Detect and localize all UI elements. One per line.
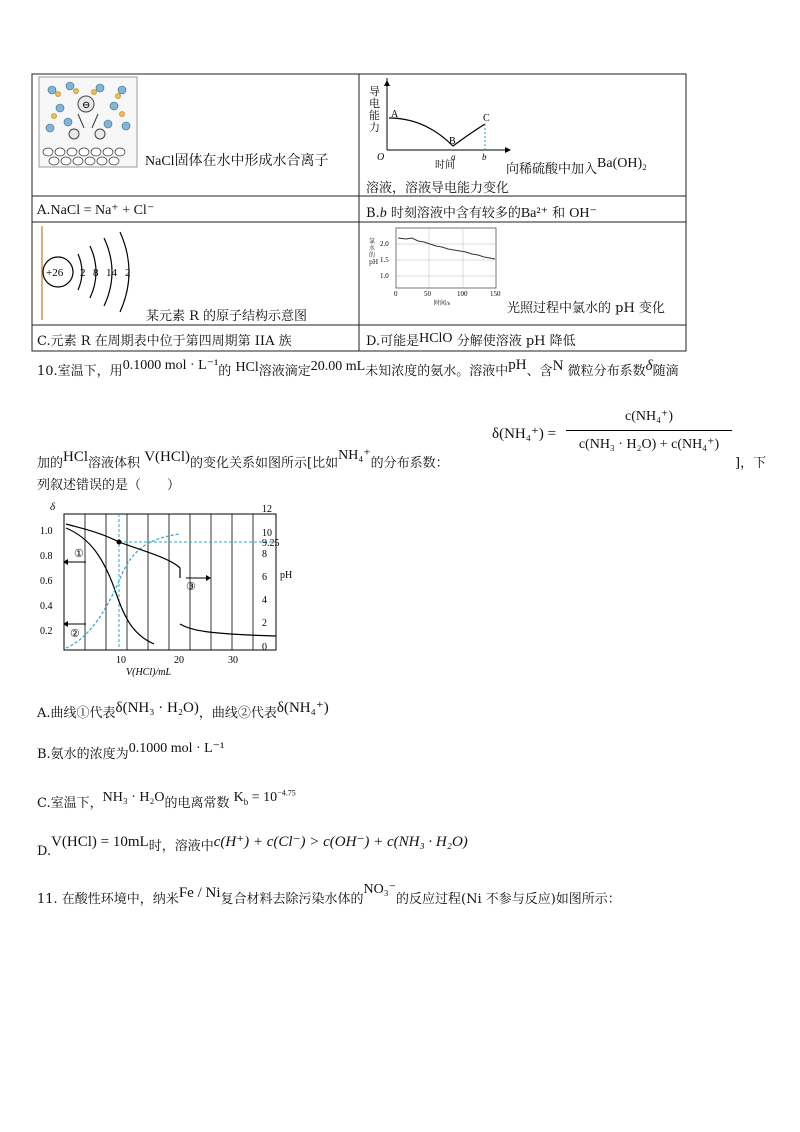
and-word: 和 — [552, 206, 566, 221]
right-tick-12: 12 — [262, 504, 272, 515]
right-tick-0: 0 — [262, 642, 267, 653]
option-label: A. — [37, 203, 51, 218]
left-tick-0-4: 0.4 — [40, 601, 53, 612]
q10-option-d — [37, 834, 468, 860]
conductivity-x-label: 时间 — [435, 160, 455, 170]
q11-text: 11. 在酸性环境中，纳米 — [37, 892, 179, 907]
right-tick-4: 4 — [262, 595, 267, 606]
delta-nh3h2o: δ(NH₃ · H₂O) — [115, 700, 199, 716]
time-tick-150: 150 — [490, 290, 501, 298]
option-label: B. — [366, 206, 380, 221]
delta-symbol: δ — [645, 358, 653, 374]
q10-text: 10.室温下，用 — [37, 364, 123, 379]
time-axis-label: 时间/s — [434, 301, 451, 307]
option-d-label: D. — [37, 844, 52, 859]
n-symbol: N — [552, 358, 564, 374]
curve-2-label: ② — [70, 628, 80, 640]
option-a-table — [37, 202, 154, 219]
delta-axis-label: δ — [50, 501, 56, 513]
q10-line1 — [37, 357, 679, 380]
time-tick-100: 100 — [457, 290, 468, 298]
point-a-label: A — [391, 109, 399, 120]
b-subscript: b — [243, 796, 249, 807]
option-d-text: 时，溶液中 — [148, 839, 214, 854]
q10-text: 随滴 — [652, 364, 679, 379]
k-symbol: K — [233, 790, 244, 805]
curve-1 — [66, 528, 154, 644]
cell-b-caption-line2: 溶液，溶液导电能力变化 — [366, 181, 510, 196]
q10-line2-end: ]，下 — [735, 456, 767, 471]
delta-formula-numerator: c(NH₄⁺) — [624, 409, 674, 424]
x-tick-30: 30 — [228, 655, 238, 666]
right-tick-8: 8 — [262, 549, 267, 560]
ph-axis-label: 氯水的pH — [369, 238, 379, 266]
hcl-formula: HCl — [235, 360, 259, 375]
plot-frame — [64, 514, 276, 650]
hcl-concentration: 0.1000 mol · L⁻¹ — [122, 358, 219, 373]
hydrated-ions-figure — [38, 76, 138, 168]
cell-b-caption-text: 向稀硫酸中加入 — [506, 162, 598, 177]
exponent: −4.75 — [277, 788, 296, 798]
nh4-ion: NH₄⁺ — [338, 448, 371, 463]
time-tick-0: 0 — [394, 290, 398, 298]
grid-lines — [85, 514, 253, 650]
v-hcl-10ml: V(HCl) = 10mL — [51, 834, 149, 850]
delta-formula-lhs: δ(NH₄⁺) = — [492, 426, 557, 442]
kb-expression — [234, 790, 296, 805]
option-b-text: 时刻溶液中含有较多的 — [390, 206, 521, 221]
option-b-table — [366, 202, 597, 222]
q10-option-b — [37, 743, 224, 763]
nacl-dissociation-equation: NaCl = Na⁺ + Cl⁻ — [50, 203, 155, 218]
left-tick-0-8: 0.8 — [40, 551, 53, 562]
q10-text: 加的 — [37, 456, 64, 471]
q10-line2 — [37, 448, 449, 472]
option-c-table: C.元素 R 在周期表中位于第四周期第 IIA 族 — [37, 334, 292, 349]
fe-ni-formula: Fe / Ni — [178, 885, 221, 901]
q10-text: 溶液体积 — [88, 456, 141, 471]
left-tick-1-0: 1.0 — [40, 526, 53, 537]
charge-inequality: c(H⁺) + c(Cl⁻) > c(OH⁻) + c(NH₃ · H₂O) — [213, 834, 468, 850]
oh-ion: OH⁻ — [569, 206, 597, 221]
option-d-suffix: 分解使溶液 pH 降低 — [456, 334, 576, 349]
nh3h2o-formula: NH₃ · H₂O — [102, 790, 165, 805]
ammonia-concentration: 0.1000 mol · L⁻¹ — [128, 741, 225, 756]
time-b: b — [379, 206, 387, 221]
delta-formula-denominator: c(NH₃ · H₂O) + c(NH₄⁺) — [578, 437, 720, 452]
chlorine-water-ph-chart — [366, 224, 506, 308]
curve-1-label: ① — [74, 548, 84, 560]
ten-base: = 10 — [251, 790, 278, 805]
option-d-table — [366, 330, 576, 350]
q10-text: 未知浓度的氨水。溶液中 — [365, 364, 509, 379]
q11-text: 的反应过程(Ni 不参与反应)如图所示： — [396, 892, 621, 907]
ba-ion: Ba²⁺ — [520, 206, 548, 221]
option-c-text: C.室温下， — [37, 796, 103, 811]
ph-axis-label: pH — [280, 570, 293, 581]
ph-symbol: pH — [508, 357, 527, 373]
q10-text: 、含 — [526, 364, 553, 379]
hcl-formula: HCl — [63, 449, 89, 465]
cell-a-caption-text: 固体在水中形成水合离子 — [174, 153, 329, 169]
right-tick-9-25: 9.25 — [262, 538, 280, 549]
nucleus-label: +26 — [46, 267, 64, 279]
fraction-bar — [566, 430, 732, 431]
x-axis-label: V(HCl)/mL — [126, 667, 171, 678]
tick-a-label: a — [451, 152, 456, 162]
right-tick-10: 10 — [262, 528, 272, 539]
question-11 — [37, 882, 621, 908]
option-b-text: B.氨水的浓度为 — [37, 747, 129, 762]
q10-text: 溶液滴定 — [258, 364, 311, 379]
cell-c-caption: 某元素 R 的原子结构示意图 — [146, 309, 308, 324]
tick-b-label: b — [482, 152, 487, 162]
conductivity-y-label: 导电能力 — [369, 85, 380, 134]
nitrate-ion: NO₃⁻ — [363, 882, 396, 897]
left-tick-0-6: 0.6 — [40, 576, 53, 587]
x-tick-10: 10 — [116, 655, 126, 666]
cell-d-caption: 光照过程中氯水的 pH 变化 — [507, 301, 665, 316]
shell-2: 8 — [93, 267, 99, 279]
atomic-structure-diagram — [36, 224, 146, 322]
hclo-formula: HClO — [419, 331, 453, 346]
hydrated-ions-illustration — [38, 76, 138, 168]
q10-text: 的变化关系如图所示[比如 — [190, 456, 339, 471]
cell-a-caption — [145, 150, 329, 170]
q10-line3: 列叙述错误的是（ ） — [37, 478, 181, 493]
right-tick-2: 2 — [262, 618, 267, 629]
ph-tick-1: 1.0 — [380, 272, 389, 280]
delta-nh4: δ(NH₄⁺) — [276, 700, 329, 716]
svg-text:⊖: ⊖ — [82, 100, 91, 111]
shell-4: 2 — [125, 267, 131, 279]
option-a-text: ，曲线②代表 — [198, 706, 277, 721]
q10-text: 的 — [218, 364, 232, 379]
option-d-prefix: D.可能是 — [366, 334, 420, 349]
ph-tick-2: 2.0 — [380, 240, 389, 248]
conductivity-graph — [365, 78, 515, 170]
q10-text: 的分布系数： — [370, 456, 449, 471]
v-hcl: V(HCl) — [144, 449, 191, 465]
baoh2-formula: Ba(OH)₂ — [597, 156, 647, 171]
curve-3-label: ③ — [186, 581, 196, 593]
option-c-text: 的电离常数 — [164, 796, 230, 811]
q10-text: 微粒分布系数 — [567, 364, 646, 379]
shell-1: 2 — [80, 267, 86, 279]
q11-text: 复合材料去除污染水体的 — [220, 892, 364, 907]
shell-3: 14 — [106, 267, 117, 279]
point-b-label: B — [449, 136, 456, 147]
x-tick-20: 20 — [174, 655, 184, 666]
option-a-text: A.曲线①代表 — [37, 706, 116, 721]
origin-label: O — [377, 152, 385, 163]
ph-tick-1-5: 1.5 — [380, 256, 389, 264]
nacl-formula: NaCl — [145, 154, 175, 169]
right-tick-6: 6 — [262, 572, 267, 583]
half-point-marker — [117, 540, 122, 545]
q10-option-c — [37, 788, 296, 813]
left-tick-0-2: 0.2 — [40, 626, 53, 637]
point-c-label: C — [483, 113, 490, 124]
cell-b-caption — [506, 158, 647, 178]
ammonia-volume: 20.00 mL — [310, 359, 366, 374]
time-tick-50: 50 — [424, 290, 431, 298]
titration-chart — [30, 498, 300, 678]
q10-option-a — [37, 702, 329, 722]
